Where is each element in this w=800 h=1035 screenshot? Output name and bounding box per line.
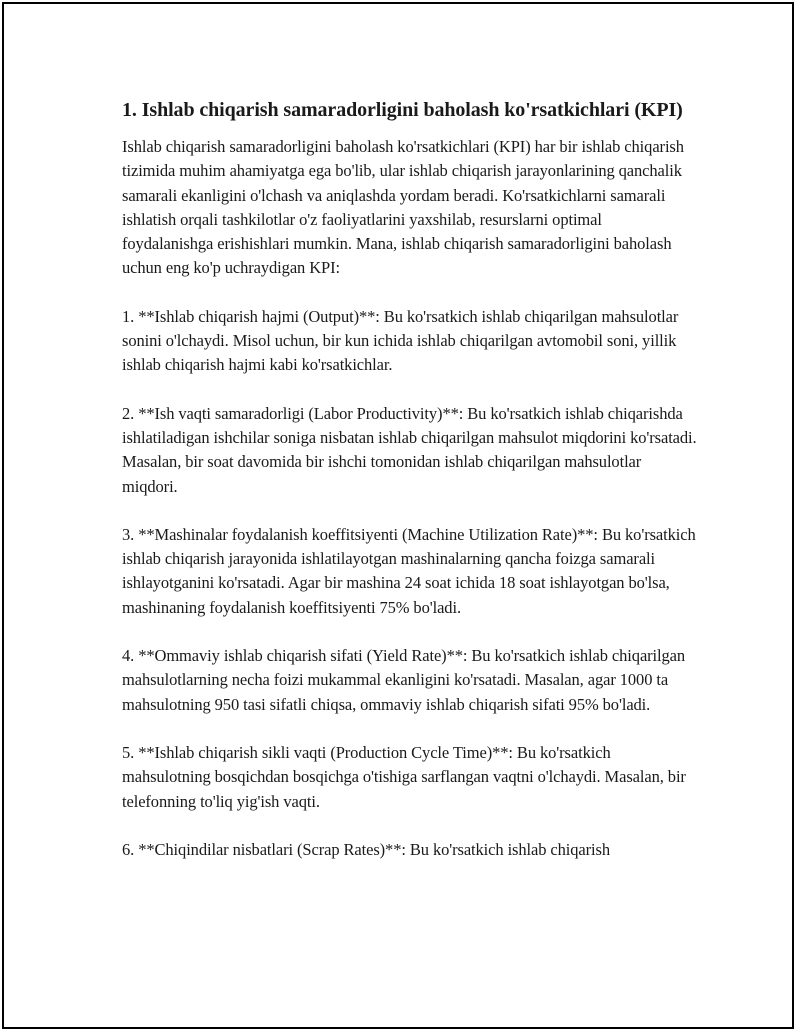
document-body xyxy=(122,97,697,886)
kpi-item-cycle-time: 5. **Ishlab chiqarish sikli vaqti (Production Cycle Time)**: Bu ko'rsatkich mahsulotning bosqichdan bosqichga o'tishiga sarflangan vaqtni o'lchaydi. Masalan, bir telefonning to'liq yig'ish vaqti. xyxy=(122,742,686,811)
page-frame xyxy=(2,2,794,1029)
kpi-item-scrap-rates: 6. **Chiqindilar nisbatlari (Scrap Rates)**: Bu ko'rsatkich ishlab chiqarish xyxy=(122,839,610,859)
section-heading: 1. Ishlab chiqarish samaradorligini baholash ko'rsatkichlari (KPI) xyxy=(122,99,683,121)
kpi-item-yield-rate: 4. **Ommaviy ishlab chiqarish sifati (Yield Rate)**: Bu ko'rsatkich ishlab chiqarilgan mahsulotlarning necha foizi mukammal ekanligini ko'rsatadi. Masalan, agar 1000 ta mahsulotning 950 tasi sifatli chiqsa, ommaviy ishlab chiqarish sifati 95% bo'ladi. xyxy=(122,646,686,714)
kpi-item-output: 1. **Ishlab chiqarish hajmi (Output)**: Bu ko'rsatkich ishlab chiqarilgan mahsulotlar sonini o'lchaydi. Misol uchun, bir kun ichida ishlab chiqarilgan avtomobil soni, yillik ishlab chiqarish hajmi kabi ko'rsatkichlar. xyxy=(122,306,679,375)
kpi-item-machine-utilization: 3. **Mashinalar foydalanish koeffitsiyenti (Machine Utilization Rate)**: Bu ko'rsatkich ishlab chiqarish jarayonida ishlatilayotgan mashinalarning qancha foizga samarali ishlayotganini ko'rsatadi. Agar bir mashina 24 soat ichida 18 soat ishlayotgan bo'lsa, mashinaning foydalanish koeffitsiyenti 75% bo'ladi. xyxy=(122,524,696,617)
kpi-item-labor-productivity: 2. **Ish vaqti samaradorligi (Labor Productivity)**: Bu ko'rsatkich ishlab chiqarishda ishlatiladigan ishchilar soniga nisbatan ishlab chiqarilgan mahsulot miqdorini ko'rsatadi. Masalan, bir soat davomida bir ishchi tomonidan ishlab chiqarilgan mahsulotlar miqdori. xyxy=(122,403,697,496)
intro-paragraph: Ishlab chiqarish samaradorligini baholash ko'rsatkichlari (KPI) har bir ishlab chiqarish tizimida muhim ahamiyatga ega bo'lib, ular ishlab chiqarish jarayonlarining qanchalik samarali ekanligini o'lchash va aniqlashda yordam beradi. Ko'rsatkichlarni samarali ishlatish orqali tashkilotlar o'z faoliyatlarini yaxshilab, resurslarni optimal foydalanishga erishishlari mumkin. Mana, ishlab chiqarish samaradorligini baholash uchun eng ko'p uchraydigan KPI: xyxy=(122,137,684,278)
